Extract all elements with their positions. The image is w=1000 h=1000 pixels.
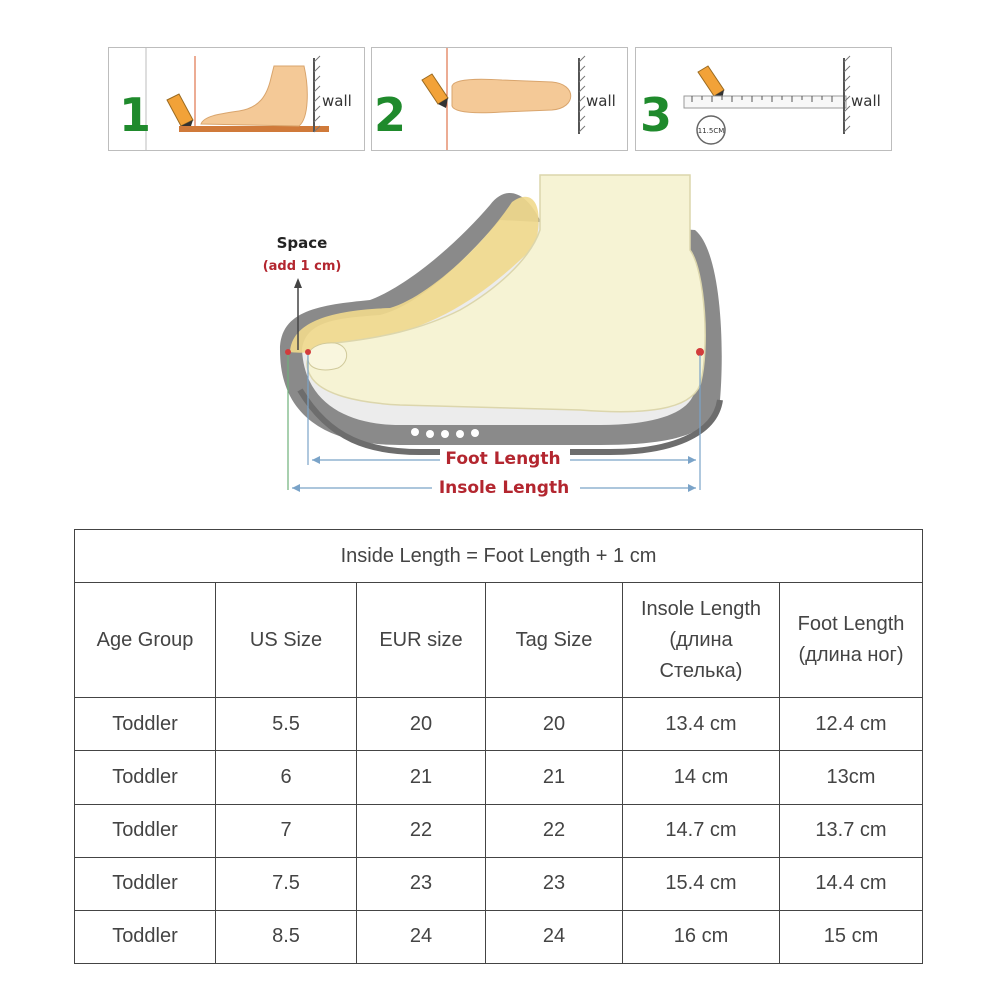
cell-foot: 15 cm: [780, 910, 923, 963]
cell-foot: 13cm: [780, 751, 923, 804]
space-note: (add 1 cm): [262, 259, 342, 274]
table-row: [75, 857, 923, 910]
cell-age: Toddler: [75, 857, 216, 910]
step-number: 3: [640, 88, 673, 142]
wall-label: wall: [586, 92, 616, 110]
header-insole-line3: Стелька): [659, 659, 743, 682]
table-header-row: [75, 583, 923, 698]
cell-us: 5.5: [216, 698, 357, 751]
step-1-panel: [108, 47, 365, 151]
cell-age: Toddler: [75, 751, 216, 804]
pencil-icon: [422, 74, 448, 108]
cell-eur: 21: [357, 751, 486, 804]
step-number: 2: [374, 88, 407, 142]
cell-insole: 14.7 cm: [623, 804, 780, 857]
table-title-row: [75, 530, 923, 583]
header-tag-size: Tag Size: [486, 583, 623, 698]
cell-eur: 24: [357, 910, 486, 963]
table-row: [75, 751, 923, 804]
cell-tag: 22: [486, 804, 623, 857]
wall-label: wall: [322, 92, 352, 110]
header-foot-line2: (длина ног): [798, 644, 904, 667]
step-3-panel: [635, 47, 892, 151]
ruler-badge: 11.5CM: [697, 127, 725, 135]
cell-tag: 23: [486, 857, 623, 910]
cell-eur: 23: [357, 857, 486, 910]
cell-tag: 24: [486, 910, 623, 963]
table-row: [75, 804, 923, 857]
cell-insole: 13.4 cm: [623, 698, 780, 751]
cell-us: 7.5: [216, 857, 357, 910]
step-number: 1: [119, 88, 152, 142]
cell-eur: 22: [357, 804, 486, 857]
table-title: Inside Length = Foot Length + 1 cm: [75, 530, 923, 583]
header-insole-line2: (длина: [669, 628, 733, 651]
foot-length-label: Foot Length: [445, 449, 561, 469]
cell-age: Toddler: [75, 910, 216, 963]
cell-us: 8.5: [216, 910, 357, 963]
header-age-group: Age Group: [75, 583, 216, 698]
cell-eur: 20: [357, 698, 486, 751]
cell-insole: 14 cm: [623, 751, 780, 804]
header-foot-length: [780, 583, 923, 698]
cell-tag: 21: [486, 751, 623, 804]
header-insole-length: [623, 583, 780, 698]
table-row: [75, 910, 923, 963]
wall-label: wall: [851, 92, 881, 110]
foot-shoe-diagram: [250, 160, 730, 505]
cell-us: 6: [216, 751, 357, 804]
step-2-panel: [371, 47, 628, 151]
header-eur-size: EUR size: [357, 583, 486, 698]
space-label: Space: [276, 234, 328, 252]
cell-insole: 15.4 cm: [623, 857, 780, 910]
header-us-size: US Size: [216, 583, 357, 698]
table-row: [75, 698, 923, 751]
pencil-icon: [698, 66, 724, 100]
cell-tag: 20: [486, 698, 623, 751]
cell-foot: 13.7 cm: [780, 804, 923, 857]
header-foot-line1: Foot Length: [797, 613, 905, 636]
insole-length-label: Insole Length: [438, 478, 570, 498]
cell-age: Toddler: [75, 698, 216, 751]
cell-foot: 14.4 cm: [780, 857, 923, 910]
cell-insole: 16 cm: [623, 910, 780, 963]
cell-age: Toddler: [75, 804, 216, 857]
ruler-icon: [684, 96, 846, 108]
size-chart-table: [74, 529, 923, 964]
cell-us: 7: [216, 804, 357, 857]
header-insole-line1: Insole Length: [640, 597, 762, 620]
cell-foot: 12.4 cm: [780, 698, 923, 751]
